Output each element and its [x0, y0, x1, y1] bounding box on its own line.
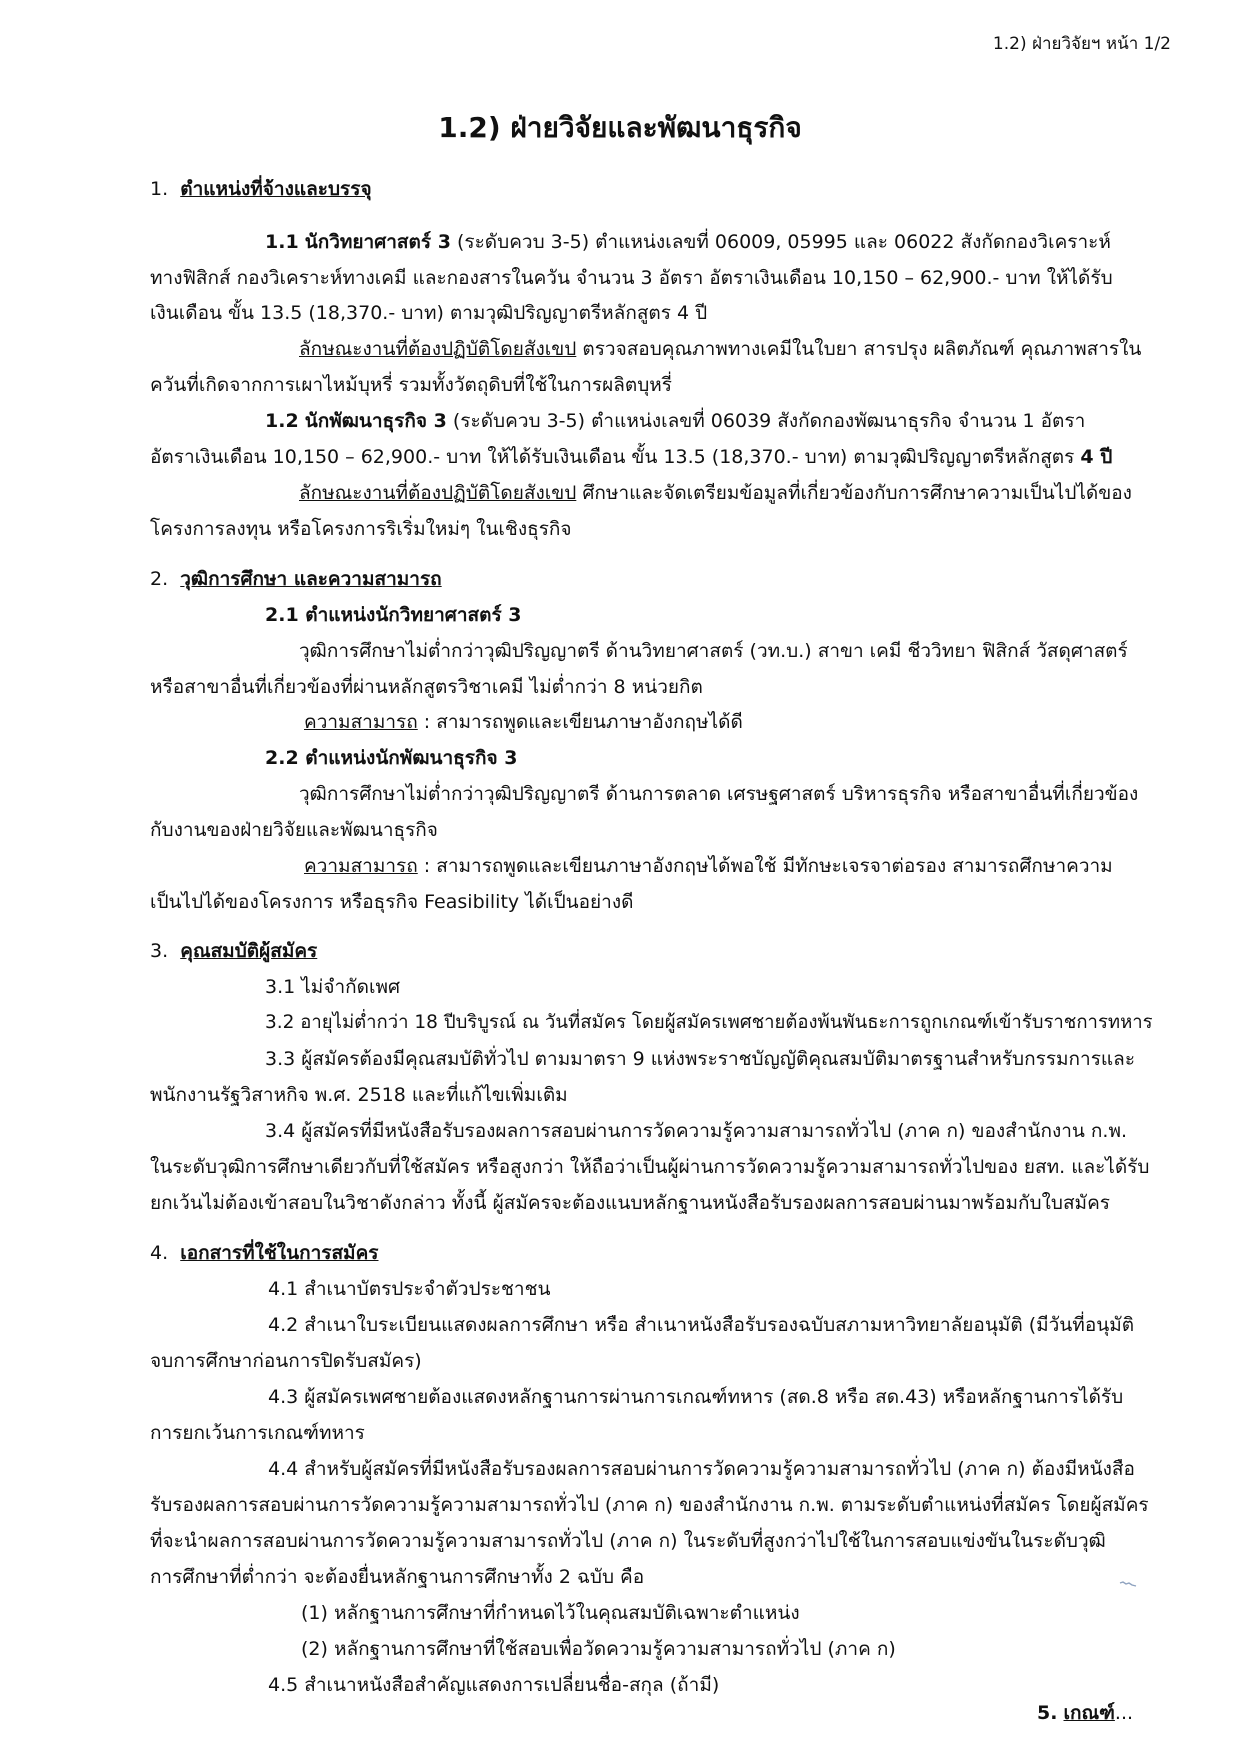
item-3-2: 3.2 อายุไม่ต่ำกว่า 18 ปีบริบูรณ์ ณ วันที่สมัคร โดยผู้สมัครเพศชายต้องพ้นพันธะการถูกเกณฑ์เข้ารับราชการทหาร	[265, 1012, 1153, 1033]
item-3-4-line-3: ยกเว้นไม่ต้องเข้าสอบในวิชาดังกล่าว ทั้งนี้ ผู้สมัครจะต้องแนบหลักฐานหนังสือรับรองผลการสอบผ่านมาพร้อมกับใบสมัคร	[150, 1192, 1110, 1214]
page-header: 1.2) ฝ่ายวิจัยฯ หน้า 1/2	[992, 34, 1171, 54]
duties-1-2-line-1: ลักษณะงานที่ต้องปฏิบัติโดยสังเขป ศึกษาและจัดเตรียมข้อมูลที่เกี่ยวข้องกับการศึกษาความเป็นไปได้ของ	[299, 482, 1132, 504]
item-1-1-line-2: ทางฟิสิกส์ กองวิเคราะห์ทางเคมี และกองสารในควัน จำนวน 3 อัตรา อัตราเงินเดือน 10,150 – 62,900.- บาท ให้ได้รับ	[150, 267, 1113, 289]
page-title: 1.2) ฝ่ายวิจัยและพัฒนาธุรกิจ	[438, 111, 802, 144]
item-4-4-line-2: รับรองผลการสอบผ่านการวัดความรู้ความสามารถทั่วไป (ภาค ก) ของสำนักงาน ก.พ. ตามระดับตำแหน่งที่สมัคร โดยผู้สมัคร	[150, 1494, 1149, 1516]
item-1-2-line-1: 1.2 นักพัฒนาธุรกิจ 3 (ระดับควบ 3-5) ตำแหน่งเลขที่ 06039 สังกัดกองพัฒนาธุรกิจ จำนวน 1 อัตรา	[265, 410, 1086, 432]
item-4-2-line-2: จบการศึกษาก่อนการปิดรับสมัคร)	[150, 1350, 422, 1372]
item-4-4-sub-2: (2) หลักฐานการศึกษาที่ใช้สอบเพื่อวัดความรู้ความสามารถทั่วไป (ภาค ก)	[301, 1638, 896, 1660]
item-4-4-line-1: 4.4 สำหรับผู้สมัครที่มีหนังสือรับรองผลการสอบผ่านการวัดความรู้ความสามารถทั่วไป (ภาค ก) ต้องมีหนังสือ	[268, 1458, 1135, 1480]
item-1-2-line-2: อัตราเงินเดือน 10,150 – 62,900.- บาท ให้ได้รับเงินเดือน ขั้น 13.5 (18,370.- บาท) ตามวุฒิปริญญาตรีหลักสูตร 4 ปี	[150, 446, 1113, 468]
item-3-3-line-1: 3.3 ผู้สมัครต้องมีคุณสมบัติทั่วไป ตามมาตรา 9 แห่งพระราชบัญญัติคุณสมบัติมาตรฐานสำหรับกรรมการและ	[265, 1048, 1136, 1070]
section-3-heading: 3. คุณสมบัติผู้สมัคร	[150, 940, 318, 962]
item-4-1: 4.1 สำเนาบัตรประจำตัวประชาชน	[268, 1278, 551, 1300]
section-1-heading: 1. ตำแหน่งที่จ้างและบรรจุ	[150, 178, 372, 200]
subsection-2-1-ability: ความสามารถ : สามารถพูดและเขียนภาษาอังกฤษได้ดี	[304, 711, 743, 733]
item-1-1-line-3: เงินเดือน ขั้น 13.5 (18,370.- บาท) ตามวุฒิปริญญาตรีหลักสูตร 4 ปี	[150, 302, 708, 324]
item-4-5: 4.5 สำเนาหนังสือสำคัญแสดงการเปลี่ยนชื่อ-สกุล (ถ้ามี)	[268, 1674, 720, 1696]
scan-mark-icon	[1119, 1580, 1137, 1588]
subsection-2-2-title: 2.2 ตำแหน่งนักพัฒนาธุรกิจ 3	[265, 747, 518, 769]
subsection-2-2-line-2: กับงานของฝ่ายวิจัยและพัฒนาธุรกิจ	[150, 819, 438, 841]
duties-1-1-line-2: ควันที่เกิดจากการเผาไหม้บุหรี่ รวมทั้งวัตถุดิบที่ใช้ในการผลิตบุหรี่	[150, 374, 672, 396]
duties-1-1-line-1: ลักษณะงานที่ต้องปฏิบัติโดยสังเขป ตรวจสอบคุณภาพทางเคมีในใบยา สารปรุง ผลิตภัณฑ์ คุณภาพสารใน	[299, 338, 1142, 360]
subsection-2-1-title: 2.1 ตำแหน่งนักวิทยาศาสตร์ 3	[265, 604, 522, 626]
item-3-3-line-2: พนักงานรัฐวิสาหกิจ พ.ศ. 2518 และที่แก้ไขเพิ่มเติม	[150, 1084, 568, 1106]
item-4-4-sub-1: (1) หลักฐานการศึกษาที่กำหนดไว้ในคุณสมบัติเฉพาะตำแหน่ง	[301, 1602, 800, 1624]
subsection-2-2-line-1: วุฒิการศึกษาไม่ต่ำกว่าวุฒิปริญญาตรี ด้านการตลาด เศรษฐศาสตร์ บริหารธุรกิจ หรือสาขาอื่นที่เกี่ยวข้อง	[299, 783, 1139, 805]
item-1-1-line-1: 1.1 นักวิทยาศาสตร์ 3 (ระดับควบ 3-5) ตำแหน่งเลขที่ 06009, 05995 และ 06022 สังกัดกองวิเคราะห์	[265, 231, 1111, 253]
item-4-4-line-4: การศึกษาที่ต่ำกว่า จะต้องยื่นหลักฐานการศึกษาทั้ง 2 ฉบับ คือ	[150, 1566, 645, 1588]
item-3-4-line-1: 3.4 ผู้สมัครที่มีหนังสือรับรองผลการสอบผ่านการวัดความรู้ความสามารถทั่วไป (ภาค ก) ของสำนักงาน ก.พ.	[265, 1120, 1128, 1142]
item-3-1: 3.1 ไม่จำกัดเพศ	[265, 976, 401, 998]
item-4-3-line-1: 4.3 ผู้สมัครเพศชายต้องแสดงหลักฐานการผ่านการเกณฑ์ทหาร (สด.8 หรือ สด.43) หรือหลักฐานการได้รับ	[268, 1386, 1124, 1408]
item-4-3-line-2: การยกเว้นการเกณฑ์ทหาร	[150, 1422, 365, 1444]
subsection-2-1-line-1: วุฒิการศึกษาไม่ต่ำกว่าวุฒิปริญญาตรี ด้านวิทยาศาสตร์ (วท.บ.) สาขา เคมี ชีววิทยา ฟิสิกส์ วัสดุศาสตร์	[299, 640, 1128, 662]
item-3-4-line-2: ในระดับวุฒิการศึกษาเดียวกับที่ใช้สมัคร หรือสูงกว่า ให้ถือว่าเป็นผู้ผ่านการวัดความรู้ความสามารถทั่วไปของ ยสท. และได้รับ	[150, 1156, 1150, 1178]
duties-1-2-line-2: โครงการลงทุน หรือโครงการริเริ่มใหม่ๆ ในเชิงธุรกิจ	[150, 518, 572, 540]
section-4-heading: 4. เอกสารที่ใช้ในการสมัคร	[150, 1242, 379, 1264]
subsection-2-1-line-2: หรือสาขาอื่นที่เกี่ยวข้องที่ผ่านหลักสูตรวิชาเคมี ไม่ต่ำกว่า 8 หน่วยกิต	[150, 676, 703, 698]
subsection-2-2-ability-line-2: เป็นไปได้ของโครงการ หรือธุรกิจ Feasibility ได้เป็นอย่างดี	[150, 891, 634, 913]
subsection-2-2-ability: ความสามารถ : สามารถพูดและเขียนภาษาอังกฤษได้พอใช้ มีทักษะเจรจาต่อรอง สามารถศึกษาความ	[304, 855, 1113, 877]
item-4-2-line-1: 4.2 สำเนาใบระเบียนแสดงผลการศึกษา หรือ สำเนาหนังสือรับรองฉบับสภามหาวิทยาลัยอนุมัติ (มีวันที่อนุมัติ	[268, 1314, 1135, 1336]
section-2-heading: 2. วุฒิการศึกษา และความสามารถ	[150, 568, 442, 590]
continuation-marker: 5. เกณฑ์...	[1037, 1702, 1134, 1724]
item-4-4-line-3: ที่จะนำผลการสอบผ่านการวัดความรู้ความสามารถทั่วไป (ภาค ก) ในระดับที่สูงกว่าไปใช้ในการสอบแข่งขันในระดับวุฒิ	[150, 1530, 1106, 1552]
